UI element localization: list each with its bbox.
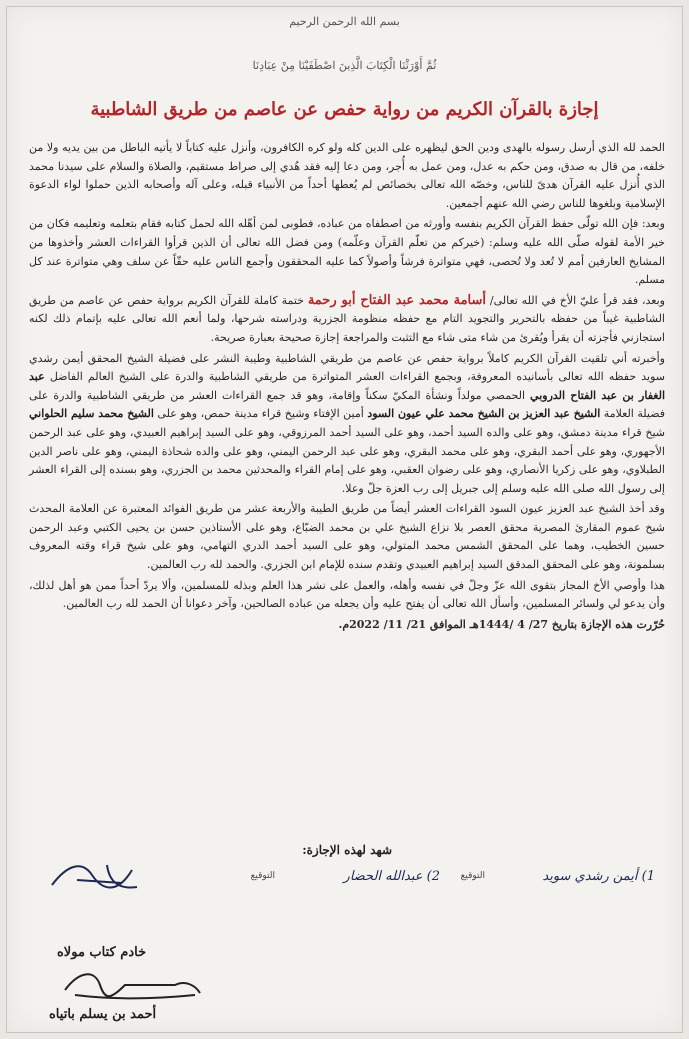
chain-text-b: الحمصي مولداً ونشأة المكيّ سكناً وإقامة، وهو قد جمع القراءات العشر من طريقي الشاطبية والدرة على فضيلة العلامة [29,388,666,421]
servant-label: خادم كتاب مولاه [57,945,147,960]
chain-text-a: وأخبرته أني تلقيت القرآن الكريم كاملاً برواية حفص عن عاصم من طريقي الشاطبية وطيبة النشر على فضيلة الشيخ المحقق أيمن رشدي سويد حفظه الله تعالى بأسانيده المعروفة، وبجمع القراءات العشر المتواترة من طريقي الشاطبية والدرة على الشيخ العالم الفاضل [29,351,665,384]
paragraph-student [29,292,665,348]
certificate-body [29,139,665,636]
paragraph-advice: هذا وأوصي الأخ المجاز بتقوى الله عزّ وجلّ في نفسه وأهله، والعمل على نشر هذا العلم وبذله للمسلمين، وألا يردّ أحداً ممن هو أهل لذلك، وأن يدعو لي ولسائر المسلمين، وأسأل الله تعالى أن يفتح عليه وأن يجعله من عباده الصالحين، وآخر دعوانا أن الحمد لله رب العالمين. [29,578,665,611]
teacher-name-1: عبد الغفار بن عبد الفتاح الدروبي [29,370,665,402]
paragraph-praise: الحمد لله الذي أرسل رسوله بالهدى ودين الحق ليظهره على الدين كله ولو كره الكافرون، وأنزل عليه كتاباً لا يأتيه الباطل من بين يديه ولا من خلفه، من قال به صدق، ومن حكم به عدل، ومن عمل به أُجر، ومن دعا إليه فقد هُدي إلى صراط مستقيم، والصلاة والسلام على سيدنا محمد الذي أُنزل عليه القرآن هدىً للناس، وخصّه الله تعالى بخصائص لم يُعطها أحداً من الأنبياء قبله، وعلى آله وأصحابه الذين حملوا لواء الدعوة الإسلامية وبلغوها للناس رضي الله عنهم أجمعين. [29,141,665,210]
teacher-name-3: الشيخ محمد سليم الحلواني [29,407,154,421]
witnesses-title: شهد لهذه الإجازة: [302,843,392,857]
witness-signature [47,845,147,905]
witness-1: 1) أيمن رشدي سويد [542,869,655,884]
issuer-name: أحمد بن يسلم باتياه [49,1007,157,1022]
witness-1-sign-label: التوقيع [460,871,485,881]
student-name: أسامة محمد عبد الفتاح أبو رحمة [307,292,487,308]
certificate-page [6,6,683,1033]
date-line: حُرّرت هذه الإجازة بتاريخ 27/ 4 /1444هـ الموافق 21/ 11/ 2022م. [338,617,665,631]
student-intro: وبعد، فقد قرأ عليّ الأخ في الله تعالى/ [489,293,665,307]
paragraph-chain [29,350,665,499]
quran-verse: ثُمَّ أَوْرَثْنَا الْكِتَابَ الَّذِينَ اصْطَفَيْنَا مِنْ عِبَادِنَا [252,59,437,72]
paragraph-intro: وبعد: فإن الله تولّى حفظ القرآن الكريم بنفسه وأورثه من اصطفاه من عباده، فطوبى لمن أهّله الله لحمل كتابه فقام بتعلمه وتعليمه فكان من خير الأمة لقوله صلّى الله عليه وسلم: (خيركم من تعلّم القرآن وعلّمه) ومن فضل الله تعالى أن الذين قرأوا القراءات العشر وأخذوها من المشايخ العارفين أمم لا تُعد ولا تُحصى، فهي متواترة فرشاً وأصولاً كما عليه المحققون وأجمع الناس عليه حقّاً عن سلف وهي متواترة عند كل مسلم. [29,217,665,287]
paragraph-second-chain: وقد أخذ الشيخ عبد العزيز عيون السود القراءات العشر أيضاً من طريق الطيبة والأربعة عشر من طريق الفوائد المعتبرة عن العلامة المحدث شيخ عموم المقارئ المصرية محقق العصر بلا نزاع الشيخ علي بن محمد الضبّاع، وهو على الأستاذين حسن بن يحيى الكتبي وعبد الرحمن حسين الخطيب، وهما على المحقق الشمس محمد المتولي، وهو على السيد أحمد الدري التهامي، وهو على شيخ قراء وقته المعروف بسلمونة، وهو على المحقق المدقق السيد إبراهيم العبيدي وتقدم سنده للإمام ابن الجزري. والحمد لله رب العالمين. [29,502,665,572]
basmala: بسم الله الرحمن الرحيم [289,15,400,28]
chain-text-c: أمين الإفتاء وشيخ قراء مدينة حمص، وهو على [157,407,364,421]
chain-text-d: شيخ قراء مدينة دمشق، وهو على والده السيد أحمد، وهو على السيد أحمد المرزوقي، وهو على السيد إبراهيم العبيدي، وهو على عبد الرحمن الأجهوري، وهو على أحمد البقري، وهو على محمد البقري، وهو على عبد الرحمن اليمني، وهو على والده شحاذة اليمني، وهو على ناصر الدين الطبلاوي، وهو على زكريا الأنصاري، وهو على رضوان العقبي، وهو على إمام القراء والمحدثين محمد بن الجزري، وهو بسنده إلى القراء العشر إلى رسول الله صلى الله عليه وسلم إلى جبريل إلى رب العزة جلّ وعلا. [29,425,665,495]
signature-image [55,965,205,1005]
witness-2: 2) عبدالله الحضار [343,869,440,884]
certificate-title: إجازة بالقرآن الكريم من رواية حفص عن عاصم من طريق الشاطبية [90,99,599,120]
student-details: ختمة كاملة للقرآن الكريم برواية حفص عن عاصم من طريق الشاطبية غيباً من حفظه بالتحرير والتجويد التام مع حفظه منظومة الجزرية ودراسته شرحها، ولما أنعم الله تعالى عليه بإتمام ذلك لكنه استجازني فأجزته أن يقرأ ويُقرئ من شاء متى شاء مع التثبت والمراجعة إجازة صحيحة بعبارة صريحة. [29,293,665,344]
teacher-name-2: الشيخ عبد العزيز بن الشيخ محمد علي عيون السود [367,407,601,421]
witness-2-sign-label: التوقيع [250,871,275,881]
